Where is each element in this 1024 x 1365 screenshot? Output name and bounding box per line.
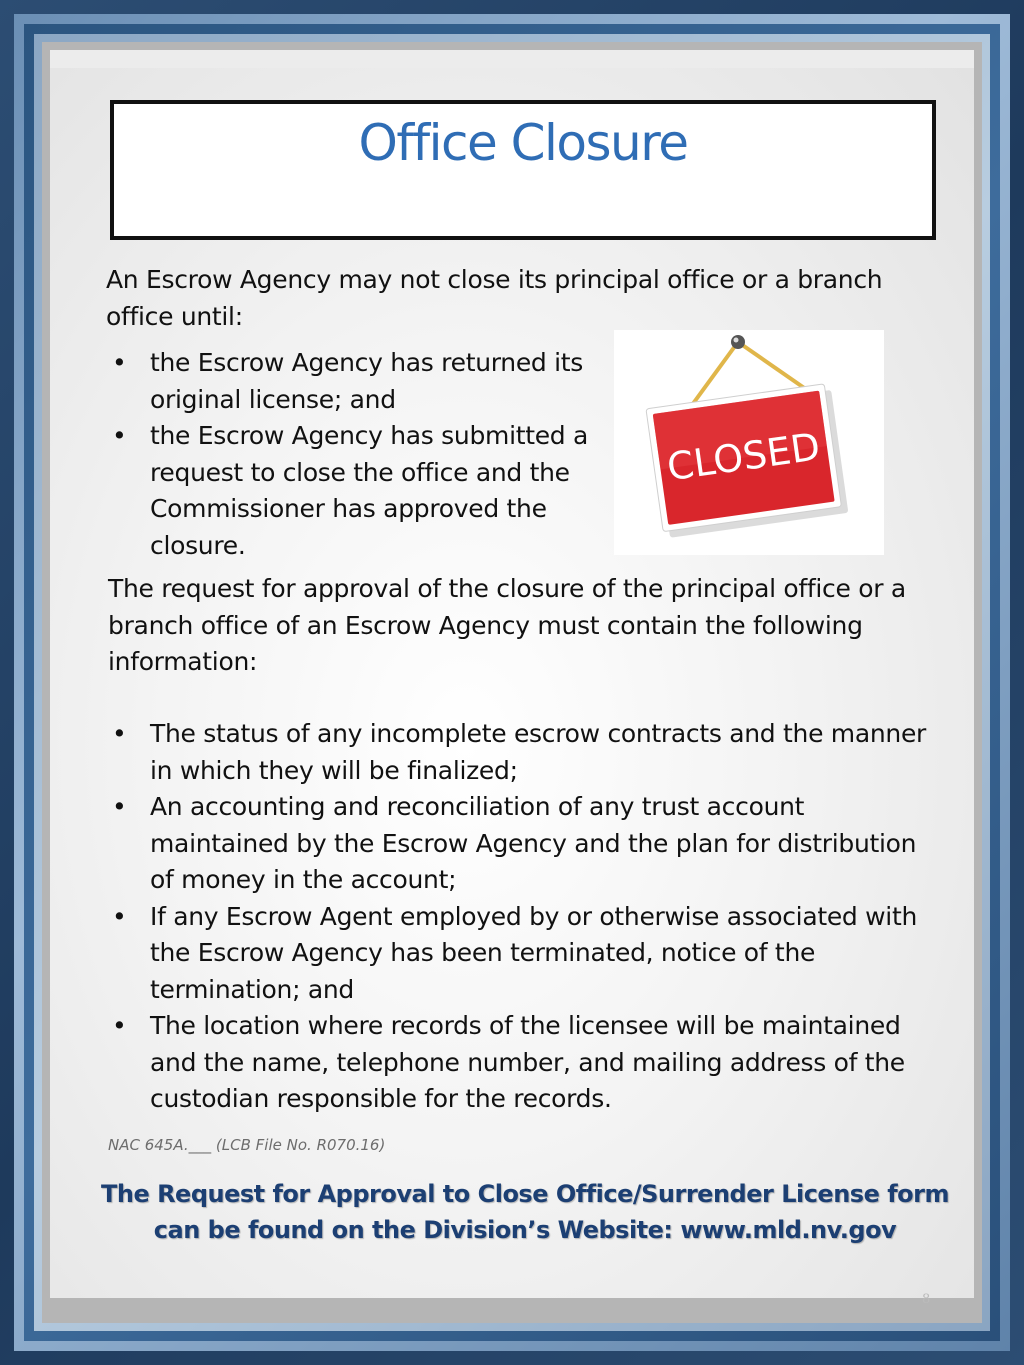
form-notice — [100, 1176, 950, 1248]
form-notice-line: can be found on the Division’s Website: www.mld.nv.gov — [153, 1216, 897, 1244]
slide-top-strip — [50, 50, 974, 68]
page-number: 8 — [922, 1292, 931, 1307]
form-notice-line: The Request for Approval to Close Office/Surrender License form — [100, 1180, 949, 1208]
intro-paragraph: An Escrow Agency may not close its principal office or a branch office until: — [106, 265, 883, 331]
sign-text: CLOSED — [664, 424, 823, 490]
conditions-section — [106, 345, 596, 564]
closed-sign-icon — [614, 330, 884, 555]
list-item: • An accounting and reconciliation of any trust account maintained by the Escrow Agency and the plan for distribution of money in the account; — [106, 789, 936, 899]
closed-sign-image — [614, 330, 884, 555]
list-item: • The location where records of the licensee will be maintained and the name, telephone number, and mailing address of the custodian responsible for the records. — [106, 1008, 936, 1118]
request-section — [108, 571, 928, 681]
page-title: Office Closure — [358, 114, 688, 172]
list-item: • If any Escrow Agent employed by or otherwise associated with the Escrow Agency has been terminated, notice of the termination; and — [106, 899, 936, 1009]
citation: NAC 645A.___ (LCB File No. R070.16) — [108, 1136, 386, 1154]
list-item: • The status of any incomplete escrow contracts and the manner in which they will be finalized; — [106, 716, 936, 789]
requirements-list — [106, 716, 936, 1118]
title-box — [110, 100, 936, 240]
request-paragraph: The request for approval of the closure of the principal office or a branch office of an Escrow Agency must contain the following information: — [108, 574, 906, 676]
requirements-section — [106, 716, 936, 1118]
conditions-list — [106, 345, 596, 564]
intro-section — [106, 262, 906, 335]
list-item: • the Escrow Agency has returned its original license; and — [106, 345, 596, 418]
list-item: • the Escrow Agency has submitted a request to close the office and the Commissioner has approved the closure. — [106, 418, 596, 564]
